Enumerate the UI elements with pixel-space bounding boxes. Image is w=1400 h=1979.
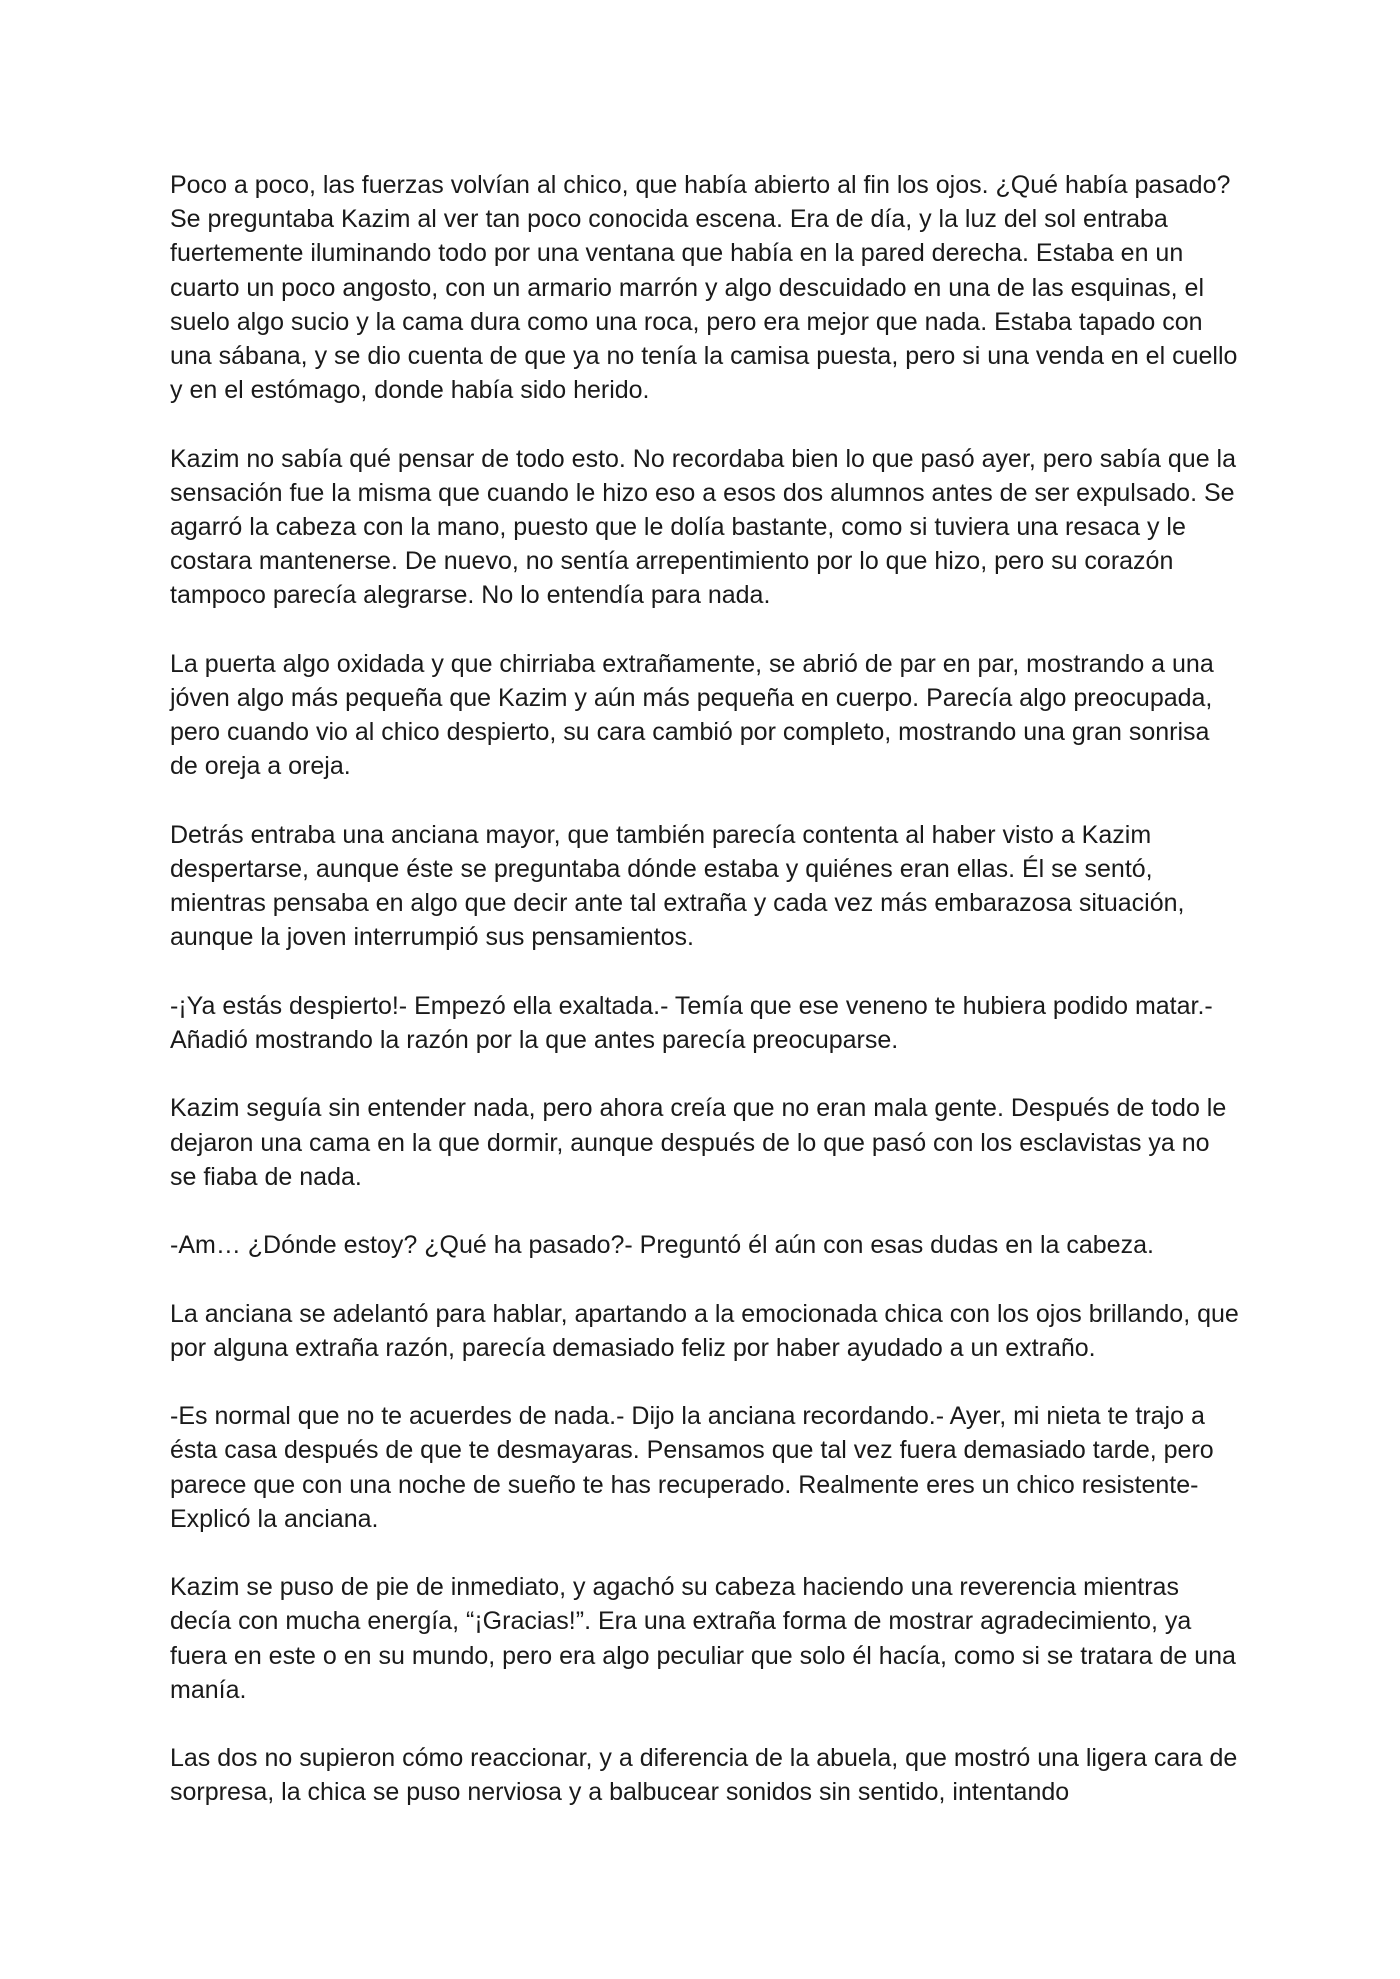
paragraph-5: -¡Ya estás despierto!- Empezó ella exaltada.- Temía que ese veneno te hubiera podido matar.- Añadió mostrando la razón por la que antes parecía preocuparse. bbox=[170, 991, 1213, 1055]
paragraph-8: La anciana se adelantó para hablar, apartando a la emocionada chica con los ojos brillando, que por alguna extraña razón, parecía demasiado feliz por haber ayudado a un extraño. bbox=[170, 1299, 1239, 1362]
paragraph-2: Kazim no sabía qué pensar de todo esto. No recordaba bien lo que pasó ayer, pero sabía que la sensación fue la misma que cuando le hizo eso a esos dos alumnos antes de ser expulsado. Se agarró la cabeza con la mano, puesto que le dolía bastante, como si tuviera una resaca y le costara mantenerse. De nuevo, no sentía arrepentimiento por lo que hizo, pero su corazón tampoco parecía alegrarse. No lo entendía para nada. bbox=[170, 444, 1237, 610]
paragraph-3: La puerta algo oxidada y que chirriaba extrañamente, se abrió de par en par, mostrando a una jóven algo más pequeña que Kazim y aún más pequeña en cuerpo. Parecía algo preocupada, pero cuando vio al chico despierto, su cara cambió por completo, mostrando una gran sonrisa de oreja a oreja. bbox=[170, 649, 1214, 781]
paragraph-9: -Es normal que no te acuerdes de nada.- Dijo la anciana recordando.- Ayer, mi nieta te trajo a ésta casa después de que te desmayaras. Pensamos que tal vez fuera demasiado tarde, pero parece que con una noche de sueño te has recuperado. Realmente eres un chico resistente- Explicó la anciana. bbox=[170, 1402, 1214, 1533]
paragraph-6: Kazim seguía sin entender nada, pero ahora creía que no eran mala gente. Después de todo le dejaron una cama en la que dormir, aunque después de lo que pasó con los esclavistas ya no se fiaba de nada. bbox=[170, 1094, 1227, 1191]
paragraph-7: -Am… ¿Dónde estoy? ¿Qué ha pasado?- Preguntó él aún con esas dudas en la cabeza. bbox=[170, 1231, 1154, 1260]
paragraph-1: Poco a poco, las fuerzas volvían al chico, que había abierto al fin los ojos. ¿Qué había pasado? Se preguntaba Kazim al ver tan poco conocida escena. Era de día, y la luz del sol entraba fuertemente iluminando todo por una ventana que había en la pared derecha. Estaba en un cuarto un poco angosto, con un armario marrón y algo descuidado en una de las esquinas, el suelo algo sucio y la cama dura como una roca, pero era mejor que nada. Estaba tapado con una sábana, y se dio cuenta de que ya no tenía la camisa puesta, pero si una venda en el cuello y en el estómago, donde había sido herido. bbox=[170, 171, 1238, 405]
paragraph-11: Las dos no supieron cómo reaccionar, y a diferencia de la abuela, que mostró una ligera cara de sorpresa, la chica se puso nerviosa y a balbucear sonidos sin sentido, intentando bbox=[170, 1744, 1238, 1807]
paragraph-10: Kazim se puso de pie de inmediato, y agachó su cabeza haciendo una reverencia mientras decía con mucha energía, “¡Gracias!”. Era una extraña forma de mostrar agradecimiento, ya fuera en este o en su mundo, pero era algo peculiar que solo él hacía, como si se tratara de una manía. bbox=[170, 1573, 1236, 1704]
document-page bbox=[170, 168, 1240, 1810]
paragraph-4: Detrás entraba una anciana mayor, que también parecía contenta al haber visto a Kazim despertarse, aunque éste se preguntaba dónde estaba y quiénes eran ellas. Él se sentó, mientras pensaba en algo que decir ante tal extraña y cada vez más embarazosa situación, aunque la joven interrumpió sus pensamientos. bbox=[170, 820, 1185, 952]
